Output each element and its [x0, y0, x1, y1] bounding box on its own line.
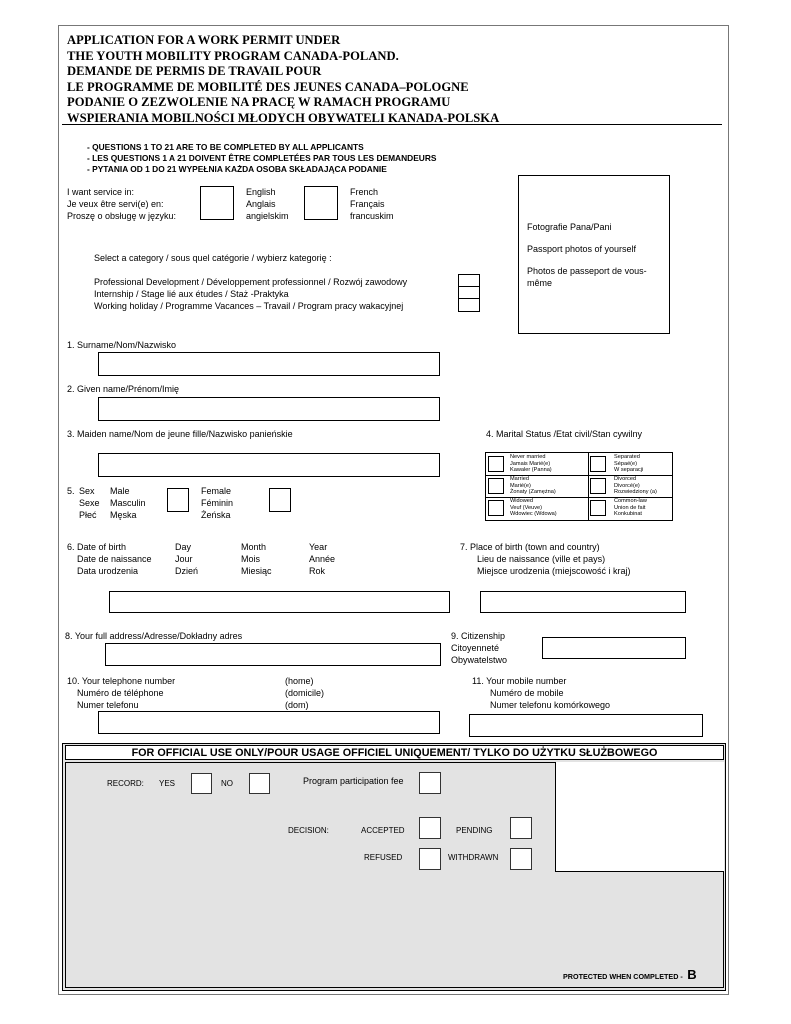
male-label-line: Male	[110, 486, 130, 496]
never-married-label	[510, 454, 552, 474]
service-prompt-line: Je veux être servi(e) en:	[67, 199, 164, 209]
marital-option-line: Divorced	[614, 476, 637, 482]
grid-line	[588, 453, 589, 520]
instructions	[87, 142, 436, 175]
sex-label-line: Sex	[79, 486, 95, 496]
record-label: RECORD:	[107, 779, 144, 788]
pob-label-line: 7. Place of birth (town and country)	[460, 542, 600, 552]
service-prompt-line: I want service in:	[67, 187, 135, 197]
english-label	[246, 186, 289, 222]
english-label-line: angielskim	[246, 211, 289, 221]
mobile-label-line: Numer telefonu komórkowego	[490, 700, 611, 710]
photo-box	[518, 175, 670, 334]
given-name-label: 2. Given name/Prénom/Imię	[67, 384, 180, 394]
female-label-line: Féminin	[201, 498, 234, 508]
marital-option-line: Common-law	[614, 498, 647, 504]
photo-text: Photos de passeport de vous-	[527, 266, 647, 276]
marital-option-line: Never married	[510, 454, 546, 460]
instruction-line: - QUESTIONS 1 TO 21 ARE TO BE COMPLETED BY ALL APPLICANTS	[87, 142, 364, 152]
sex-label-line: Sexe	[79, 498, 100, 508]
common-law-checkbox[interactable]	[590, 500, 606, 516]
dob-month-label	[241, 541, 272, 577]
dob-year-line: Année	[309, 554, 336, 564]
title-line: DEMANDE DE PERMIS DE TRAVAIL POUR	[67, 64, 322, 79]
maiden-name-label: 3. Maiden name/Nom de jeune fille/Nazwisko panieńskie	[67, 429, 293, 439]
dob-day-line: Day	[175, 542, 192, 552]
service-prompt	[67, 186, 176, 222]
male-label-line: Męska	[110, 510, 137, 520]
separated-checkbox[interactable]	[590, 456, 606, 472]
english-label-line: Anglais	[246, 199, 276, 209]
protected-notice	[563, 966, 697, 984]
widowed-label	[510, 498, 557, 518]
pob-label-line: Lieu de naissance (ville et pays)	[477, 554, 606, 564]
photo-text: Fotografie Pana/Pani	[527, 222, 612, 232]
official-stamp-area	[555, 762, 724, 872]
phone-label-line: Numer telefonu	[77, 700, 139, 710]
protected-text: PROTECTED WHEN COMPLETED -	[563, 972, 683, 981]
never-married-checkbox[interactable]	[488, 456, 504, 472]
fee-checkbox[interactable]	[419, 772, 441, 794]
phone-home-line: (home)	[285, 676, 314, 686]
married-checkbox[interactable]	[488, 478, 504, 494]
category-option-label: Internship / Stage lié aux études / Staż -Praktyka	[94, 289, 289, 299]
category-options	[94, 276, 407, 312]
dob-year-line: Year	[309, 542, 328, 552]
record-no-label: NO	[221, 779, 233, 788]
citizenship-field[interactable]	[542, 637, 686, 659]
dob-year-line: Rok	[309, 566, 326, 576]
dob-month-line: Month	[241, 542, 267, 552]
sex-label	[79, 485, 100, 521]
mobile-field[interactable]	[469, 714, 703, 737]
form-title	[67, 33, 499, 127]
title-rule	[62, 124, 722, 125]
phone-field[interactable]	[98, 711, 440, 734]
refused-checkbox[interactable]	[419, 848, 441, 870]
pending-label: PENDING	[456, 826, 493, 835]
surname-label: 1. Surname/Nom/Nazwisko	[67, 340, 177, 350]
category-prompt: Select a category / sous quel catégorie / wybierz kategorię :	[94, 253, 332, 263]
instruction-line: - LES QUESTIONS 1 A 21 DOIVENT ÊTRE COMPLETÉES PAR TOUS LES DEMANDEURS	[87, 153, 437, 163]
maiden-name-field[interactable]	[98, 453, 440, 477]
phone-label-line: Numéro de téléphone	[77, 688, 164, 698]
marital-option-line: Konkubinat	[614, 511, 642, 518]
divorced-label	[614, 476, 657, 496]
title-line: PODANIE O ZEZWOLENIE NA PRACĘ W RAMACH PROGRAMU	[67, 95, 451, 110]
sex-label-line: Płeć	[79, 510, 97, 520]
married-label	[510, 476, 556, 496]
dob-day-label	[175, 541, 198, 577]
protected-letter: B	[687, 967, 697, 982]
marital-option-line: Sépaé(e)	[614, 460, 638, 467]
french-label-line: French	[350, 187, 379, 197]
title-line: THE YOUTH MOBILITY PROGRAM CANADA-POLAND.	[67, 48, 399, 63]
instruction-line: - PYTANIA OD 1 DO 21 WYPEŁNIA KAŻDA OSOBA SKŁADAJĄCA PODANIE	[87, 164, 387, 174]
citizenship-label-line: Obywatelstwo	[451, 655, 508, 665]
marital-option-line: Veuf (Veuve)	[510, 504, 543, 511]
marital-option-line: Marié(e)	[510, 482, 531, 489]
citizenship-label-line: Citoyenneté	[451, 643, 500, 653]
title-line: LE PROGRAMME DE MOBILITÉ DES JEUNES CANADA–POLOGNE	[67, 79, 469, 94]
given-name-field[interactable]	[98, 397, 440, 421]
french-label-line: Français	[350, 199, 385, 209]
category-working-holiday-checkbox[interactable]	[458, 298, 480, 312]
phone-home-line: (domicile)	[285, 688, 325, 698]
mobile-label-line: Numéro de mobile	[490, 688, 564, 698]
fee-label: Program participation fee	[303, 776, 404, 786]
marital-option-line: Widowed	[510, 498, 534, 504]
dob-label-line: 6. Date of birth	[67, 542, 127, 552]
dob-day-line: Dzień	[175, 566, 199, 576]
dob-year-label	[309, 541, 335, 577]
address-field[interactable]	[105, 643, 441, 666]
female-label	[201, 485, 233, 521]
dob-label	[67, 541, 152, 577]
widowed-checkbox[interactable]	[488, 500, 504, 516]
record-no-checkbox[interactable]	[249, 773, 270, 794]
marital-option-line: W separacji	[614, 467, 644, 474]
citizenship-label-line: 9. Citizenship	[451, 631, 506, 641]
marital-option-line: Kawaler (Panna)	[510, 467, 552, 474]
dob-label-line: Data urodzenia	[77, 566, 139, 576]
photo-text: même	[527, 278, 553, 288]
mobile-label	[472, 675, 610, 711]
french-label-line: francuskim	[350, 211, 394, 221]
record-yes-checkbox[interactable]	[191, 773, 212, 794]
pending-checkbox[interactable]	[510, 817, 532, 839]
pob-label-line: Miejsce urodzenia (miejscowość i kraj)	[477, 566, 631, 576]
mobile-label-line: 11. Your mobile number	[472, 676, 567, 686]
decision-label: DECISION:	[288, 826, 329, 835]
pob-label	[460, 541, 631, 577]
english-label-line: English	[246, 187, 276, 197]
category-option-label: Professional Development / Développement professionnel / Rozwój zawodowy	[94, 277, 408, 287]
accepted-checkbox[interactable]	[419, 817, 441, 839]
female-checkbox[interactable]	[269, 488, 291, 512]
title-line: APPLICATION FOR A WORK PERMIT UNDER	[67, 33, 341, 47]
marital-option-line: Wdowiec (Wdowa)	[510, 511, 557, 518]
record-yes-label: YES	[159, 779, 176, 788]
dob-label-line: Date de naissance	[77, 554, 152, 564]
marital-status-label: 4. Marital Status /Etat civil/Stan cywilny	[486, 429, 643, 439]
title-line: WSPIERANIA MOBILNOŚCI MŁODYCH OBYWATELI KANADA-POLSKA	[67, 110, 500, 125]
phone-label	[67, 675, 175, 711]
marital-option-line: Jamais Marié(e)	[510, 460, 551, 467]
male-checkbox[interactable]	[167, 488, 189, 512]
marital-option-line: Rozwiedziony (a)	[614, 489, 657, 496]
dob-day-line: Jour	[175, 554, 193, 564]
marital-option-line: Union de fait	[614, 504, 646, 511]
citizenship-label	[451, 630, 507, 666]
marital-option-line: Separated	[614, 454, 640, 460]
male-label-line: Masculin	[110, 498, 146, 508]
dob-field[interactable]	[109, 591, 450, 613]
dob-month-line: Mois	[241, 554, 261, 564]
phone-label-line: 10. Your telephone number	[67, 676, 176, 686]
dob-month-line: Miesiąc	[241, 566, 272, 576]
official-use-heading: FOR OFFICIAL USE ONLY/POUR USAGE OFFICIEL UNIQUEMENT/ TYLKO DO UŻYTKU SŁUŻBOWEGO	[65, 745, 724, 760]
withdrawn-checkbox[interactable]	[510, 848, 532, 870]
divorced-checkbox[interactable]	[590, 478, 606, 494]
marital-option-line: Divorcé(e)	[614, 482, 640, 489]
category-option-label: Working holiday / Programme Vacances – Travail / Program pracy wakacyjnej	[94, 301, 404, 311]
phone-home-label	[285, 675, 324, 711]
photo-text: Passport photos of yourself	[527, 244, 637, 254]
accepted-label: ACCEPTED	[361, 826, 405, 835]
french-label	[350, 186, 394, 222]
separated-label	[614, 454, 643, 474]
address-label: 8. Your full address/Adresse/Dokładny adres	[65, 631, 243, 641]
phone-home-line: (dom)	[285, 700, 309, 710]
refused-label: REFUSED	[364, 853, 403, 862]
female-label-line: Żeńska	[201, 510, 231, 520]
french-checkbox[interactable]	[304, 186, 338, 220]
surname-field[interactable]	[98, 352, 440, 376]
female-label-line: Female	[201, 486, 232, 496]
marital-status-grid	[485, 452, 673, 521]
pob-field[interactable]	[480, 591, 686, 613]
sex-number: 5.	[67, 486, 75, 496]
male-label	[110, 485, 146, 521]
service-prompt-line: Proszę o obsługę w języku:	[67, 211, 177, 221]
marital-option-line: Married	[510, 476, 529, 482]
english-checkbox[interactable]	[200, 186, 234, 220]
marital-option-line: Żonaty (Zamężna)	[510, 489, 556, 496]
common-law-label	[614, 498, 647, 518]
withdrawn-label: WITHDRAWN	[448, 853, 499, 862]
